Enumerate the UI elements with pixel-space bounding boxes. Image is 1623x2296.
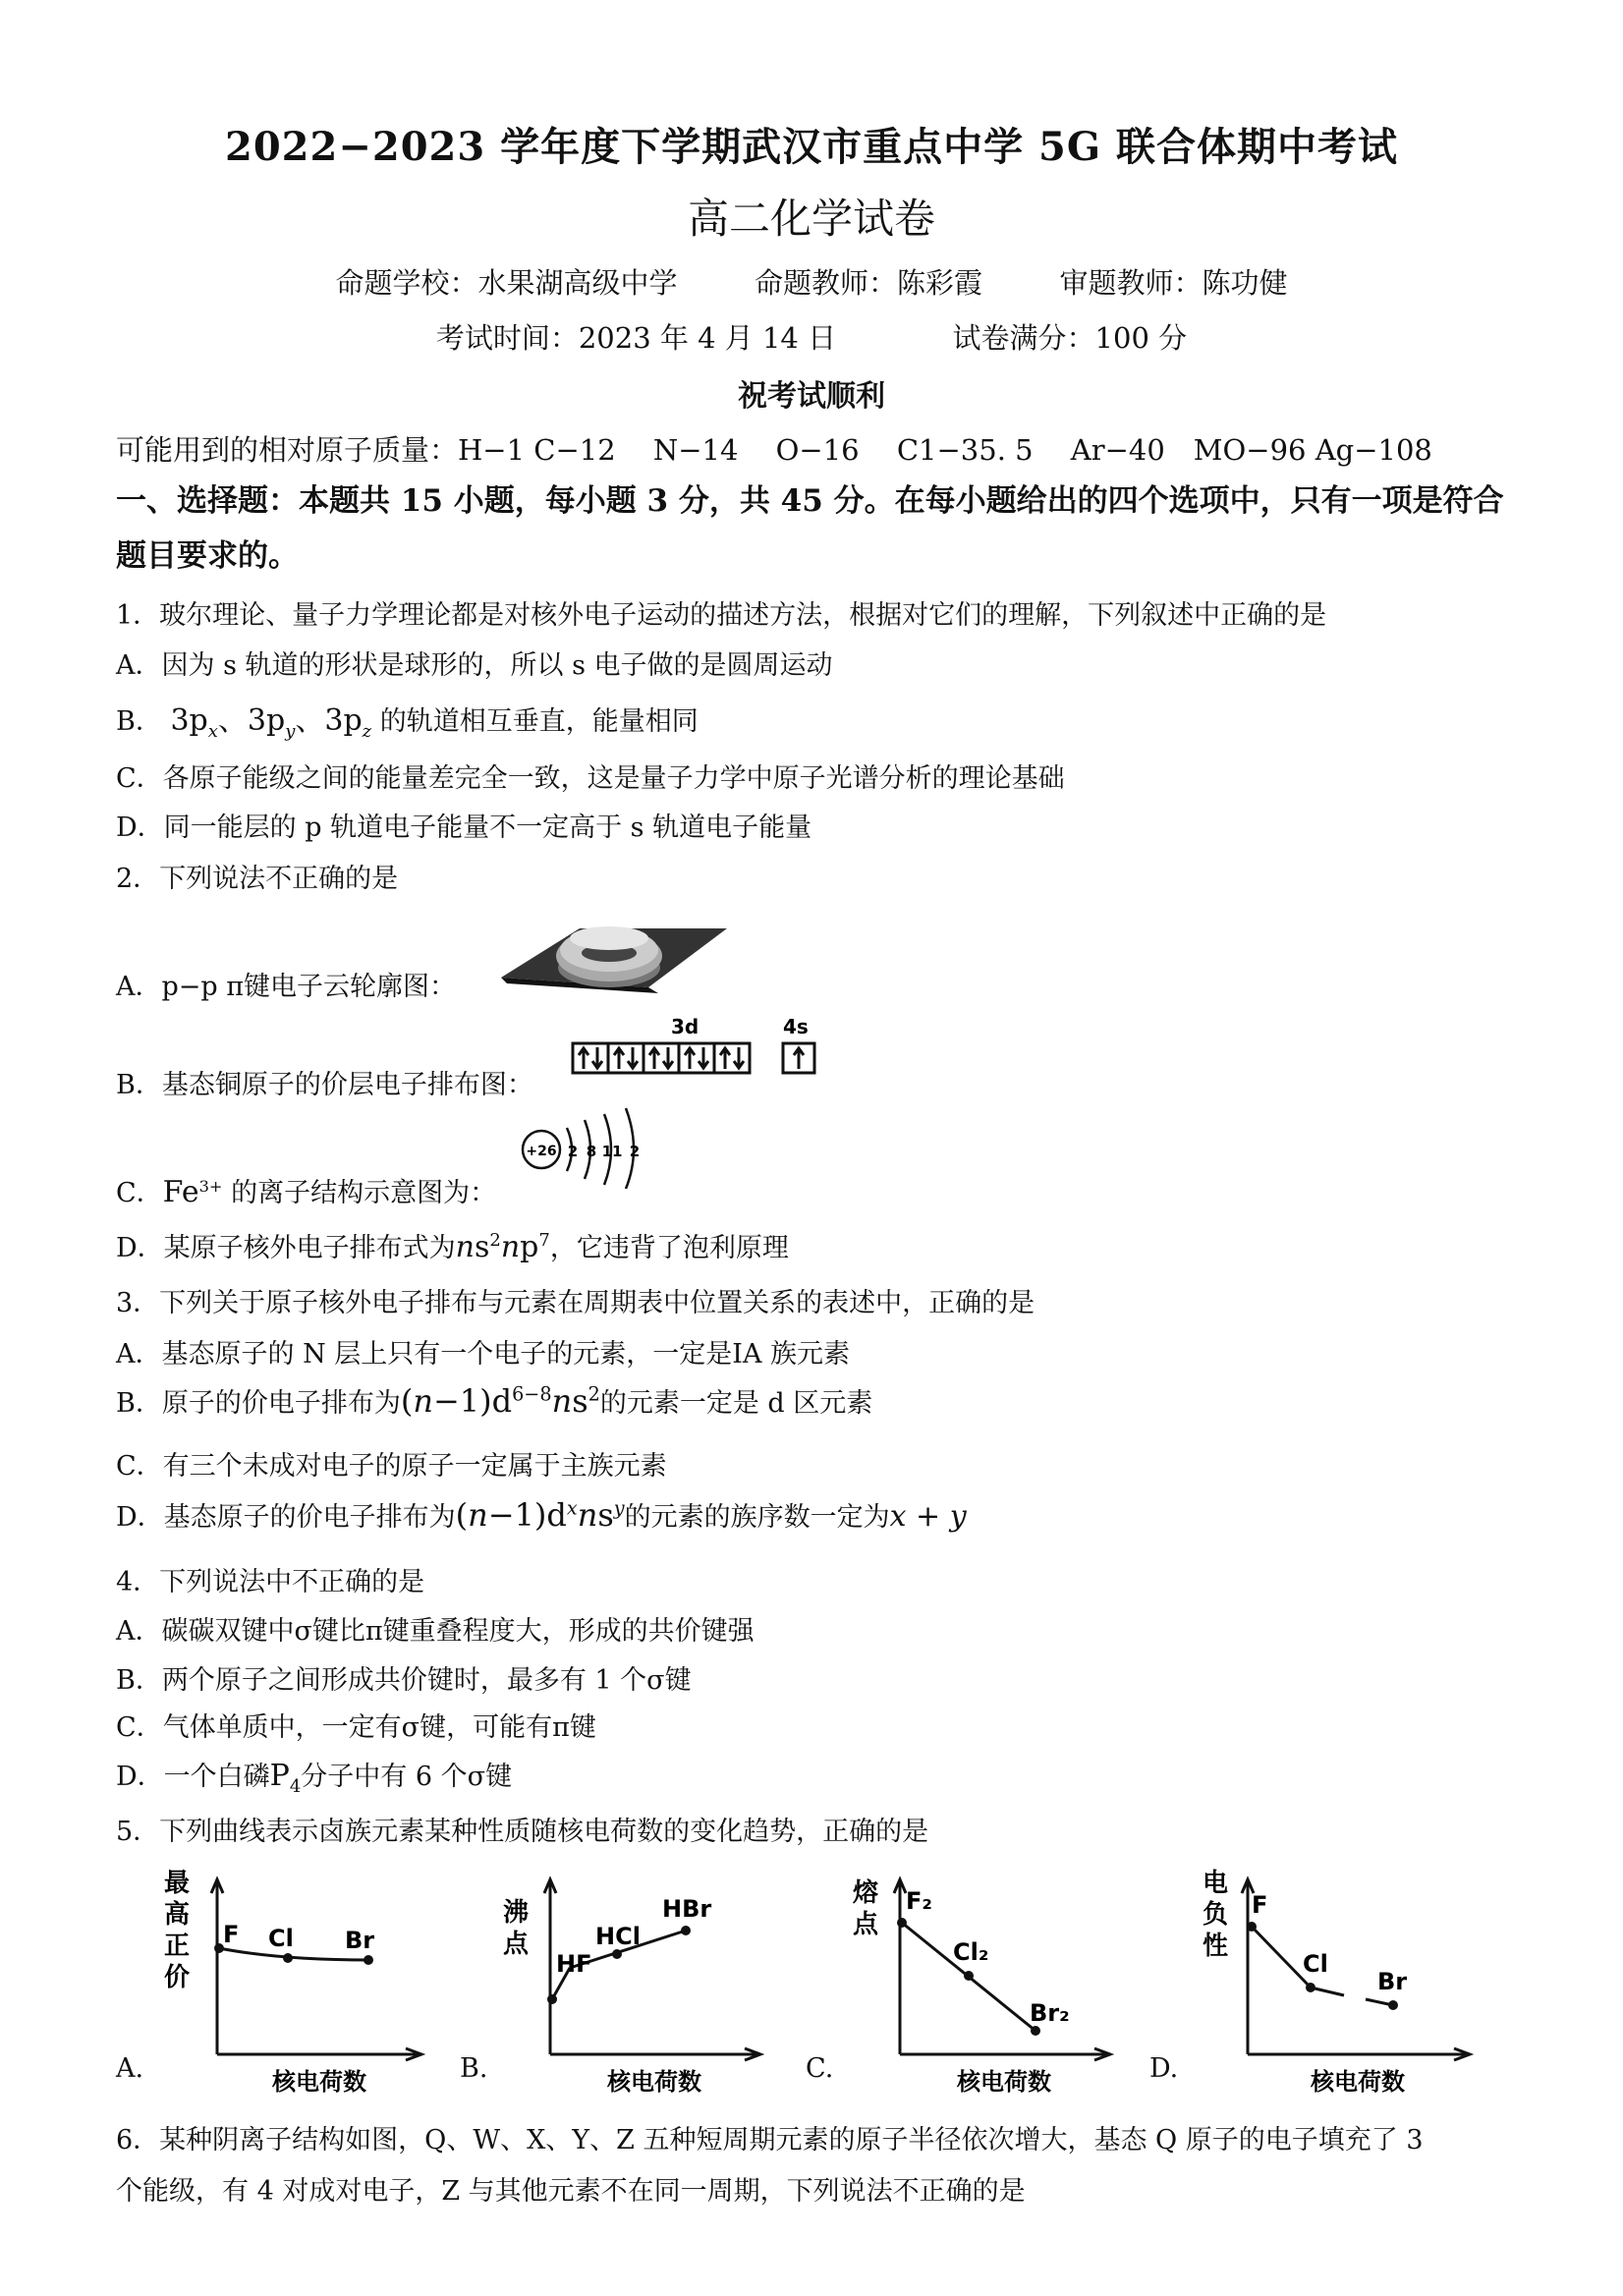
label-3d: 3d (671, 1015, 700, 1038)
svg-text:熔: 熔 (853, 1878, 879, 1908)
svg-text:正: 正 (164, 1932, 191, 1961)
q4-option-a: A．碳碳双键中σ键比π键重叠程度大，形成的共价键强 (116, 1616, 755, 1647)
atomic-masses: 可能用到的相对原子质量：H−1 C−12 N−14 O−16 C1−35. 5 Ar−40 MO−96 Ag−108 (116, 433, 1432, 467)
q2-option-c: C．$Fe^{3+}$ 的离子结构示意图为： (116, 1175, 497, 1209)
svg-text:Cl₂: Cl₂ (953, 1938, 989, 1966)
label-4s: 4s (783, 1015, 809, 1038)
q5-letter-b: B. (460, 2053, 488, 2084)
q5-letter-c: C. (806, 2053, 834, 2084)
school-text: 命题学校：水果湖高级中学 (335, 266, 678, 300)
pi-bond-cloud-image (462, 899, 756, 1017)
svg-text:价: 价 (164, 1963, 191, 1992)
q2-stem: 2．下列说法不正确的是 (116, 864, 399, 894)
svg-text:+26: +26 (526, 1144, 557, 1159)
q2-option-b: B．基态铜原子的价层电子排布图： (116, 1070, 533, 1100)
svg-text:核电荷数: 核电荷数 (957, 2068, 1051, 2096)
q1-option-d: D．同一能层的 p 轨道电子能量不一定高于 s 轨道电子能量 (116, 812, 812, 843)
svg-text:Br: Br (345, 1927, 375, 1954)
fe3-ion-structure-diagram (516, 1102, 663, 1189)
svg-text:点: 点 (503, 1930, 530, 1959)
svg-text:沸: 沸 (503, 1898, 530, 1928)
svg-text:HBr: HBr (662, 1895, 712, 1923)
section-1-heading: 一、选择题：本题共 15 小题，每小题 3 分，共 45 分。在每小题给出的四个选项中，只有一项是符合题目要求的。 (116, 483, 1504, 574)
svg-text:Cl: Cl (268, 1925, 294, 1952)
exam-authors (0, 261, 1623, 302)
q5-stem: 5．下列曲线表示卤族元素某种性质随核电荷数的变化趋势，正确的是 (116, 1817, 929, 1847)
svg-text:HCl: HCl (595, 1923, 641, 1950)
svg-text:HF: HF (556, 1950, 592, 1978)
q6-line-2: 个能级，有 4 对成对电子，Z 与其他元素不在同一周期，下列说法不正确的是 (116, 2176, 1026, 2207)
svg-text:2: 2 (567, 1143, 579, 1160)
q5-graph-a (162, 1862, 437, 2098)
q3-option-b: B．原子的价电子排布为$(n-1)d^{6-8}ns^2$的元素一定是 d 区元素 (116, 1382, 873, 1420)
q3-option-c: C．有三个未成对电子的原子一定属于主族元素 (116, 1451, 667, 1482)
svg-text:F₂: F₂ (906, 1887, 932, 1915)
q5-graph-c (851, 1862, 1126, 2098)
q5-graph-b (501, 1862, 776, 2098)
exam-time-text: 考试时间：2023 年 4 月 14 日 (435, 321, 837, 355)
q1-option-c: C．各原子能级之间的能量差完全一致，这是量子力学中原子光谱分析的理论基础 (116, 763, 1065, 794)
q4-option-b: B．两个原子之间形成共价键时，最多有 1 个σ键 (116, 1665, 692, 1696)
q5-letter-d: D. (1149, 2053, 1179, 2084)
full-score-text: 试卷满分：100 分 (952, 321, 1188, 355)
svg-text:核电荷数: 核电荷数 (607, 2068, 701, 2096)
svg-text:F: F (1252, 1891, 1268, 1919)
svg-text:Cl: Cl (1303, 1950, 1328, 1978)
svg-text:最: 最 (164, 1869, 191, 1898)
exam-subtitle: 高二化学试卷 (687, 195, 935, 243)
q3-option-d: D．基态原子的价电子排布为$(n-1)d^xns^y$的元素的族序数一定为x + y (116, 1496, 967, 1534)
q3-option-a: A．基态原子的 N 层上只有一个电子的元素，一定是ⅠA 族元素 (116, 1339, 851, 1370)
q4-option-d: D．一个白磷$P_4$分子中有 6 个σ键 (116, 1759, 513, 1797)
svg-text:性: 性 (1203, 1932, 1229, 1961)
q2-option-a: A．p−p π键电子云轮廓图： (116, 972, 457, 1002)
svg-text:Br₂: Br₂ (1030, 1999, 1070, 2027)
good-luck-text: 祝考试顺利 (738, 379, 885, 414)
q5-letter-a: A. (116, 2053, 144, 2084)
q3-stem: 3．下列关于原子核外电子排布与元素在周期表中位置关系的表述中，正确的是 (116, 1288, 1035, 1318)
teacher-text: 命题教师：陈彩霞 (754, 266, 982, 300)
cu-orbital-diagram (565, 1012, 840, 1081)
svg-text:8: 8 (586, 1143, 597, 1160)
svg-text:Br: Br (1377, 1968, 1408, 1995)
exam-title: 2022−2023 学年度下学期武汉市重点中学 5G 联合体期中考试 (225, 124, 1398, 170)
svg-text:高: 高 (164, 1900, 191, 1930)
q5-graph-d (1201, 1862, 1485, 2098)
svg-text:电: 电 (1203, 1869, 1229, 1898)
q4-option-c: C．气体单质中，一定有σ键，可能有π键 (116, 1712, 596, 1743)
svg-text:11: 11 (601, 1143, 623, 1160)
svg-text:F: F (223, 1921, 240, 1948)
svg-text:点: 点 (853, 1910, 879, 1939)
svg-text:负: 负 (1203, 1900, 1229, 1930)
svg-text:2: 2 (629, 1143, 641, 1160)
q4-stem: 4．下列说法中不正确的是 (116, 1567, 425, 1597)
svg-text:核电荷数: 核电荷数 (1311, 2068, 1405, 2096)
q1-option-b: B． $3p_x$、$3p_y$、$3p_z$ 的轨道相互垂直，能量相同 (116, 703, 699, 742)
reviewer-text: 审题教师：陈功健 (1059, 266, 1288, 300)
q1-stem: 1．玻尔理论、量子力学理论都是对核外电子运动的描述方法，根据对它们的理解，下列叙述中正确的是 (116, 600, 1327, 631)
q1-option-a: A．因为 s 轨道的形状是球形的，所以 s 电子做的是圆周运动 (116, 650, 833, 681)
exam-info (0, 316, 1623, 357)
q6-line-1: 6．某种阴离子结构如图，Q、W、X、Y、Z 五种短周期元素的原子半径依次增大，基态 Q 原子的电子填充了 3 (116, 2125, 1424, 2156)
orbital-box-1 (579, 1047, 602, 1069)
svg-text:核电荷数: 核电荷数 (272, 2068, 366, 2096)
q2-option-d: D．某原子核外电子排布式为$ns^2np^7$，它违背了泡利原理 (116, 1230, 789, 1264)
